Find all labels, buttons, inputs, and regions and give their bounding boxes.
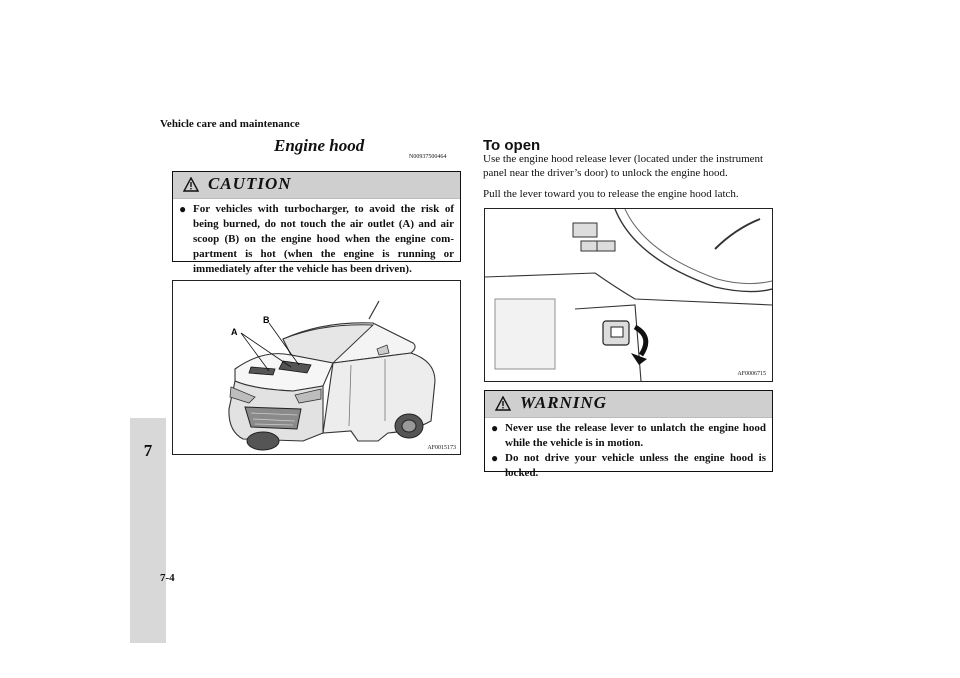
warning-label: WARNING xyxy=(520,393,607,412)
car-illustration xyxy=(173,281,460,454)
section-title: Engine hood xyxy=(274,136,365,155)
warning-triangle-icon xyxy=(495,396,511,411)
label-b: B xyxy=(263,315,270,325)
bullet-icon: ● xyxy=(179,202,187,216)
car-figure xyxy=(172,280,461,455)
bullet-icon: ● xyxy=(491,421,499,435)
warning-header xyxy=(485,391,772,418)
section-code: N00937500464 xyxy=(409,154,447,160)
warning-text-1: Never use the release lever to unlatch the engine hood while the vehicle is in motion. xyxy=(505,422,766,449)
running-header: Vehicle care and maintenance xyxy=(160,118,300,130)
caution-bullet xyxy=(179,202,454,277)
bullet-icon: ● xyxy=(491,451,499,465)
subsection-title: To open xyxy=(483,137,541,154)
caution-label: CAUTION xyxy=(208,174,292,193)
warning-bullet xyxy=(491,451,766,481)
caution-box xyxy=(172,171,461,275)
instruction-paragraph-1: Use the engine hood release lever (located under the instrument panel near the driver’s door) to unlock the engine hood. xyxy=(483,153,764,179)
chapter-number: 7 xyxy=(143,441,153,460)
warning-triangle-icon xyxy=(183,177,199,192)
figure-code: AF0015173 xyxy=(427,445,456,451)
caution-header xyxy=(173,172,460,199)
instruction-paragraph-2: Pull the lever toward you to release the engine hood latch. xyxy=(483,188,739,200)
page-number: 7-4 xyxy=(160,572,175,584)
dashboard-illustration xyxy=(485,209,772,381)
figure-code: AF0006715 xyxy=(737,371,766,377)
caution-text: For vehicles with turbocharger, to avoid the risk of being burned, do not touch the air outlet (A) and air scoop (B) on the engine hood when the engine com-partment is hot (when the engine is running or immediately after the vehicle has been driven). xyxy=(193,203,454,275)
warning-bullet xyxy=(491,421,766,451)
warning-box xyxy=(484,390,773,479)
label-a: A xyxy=(231,327,238,337)
lever-figure xyxy=(484,208,773,382)
warning-text-2: Do not drive your vehicle unless the engine hood is locked. xyxy=(505,452,766,479)
